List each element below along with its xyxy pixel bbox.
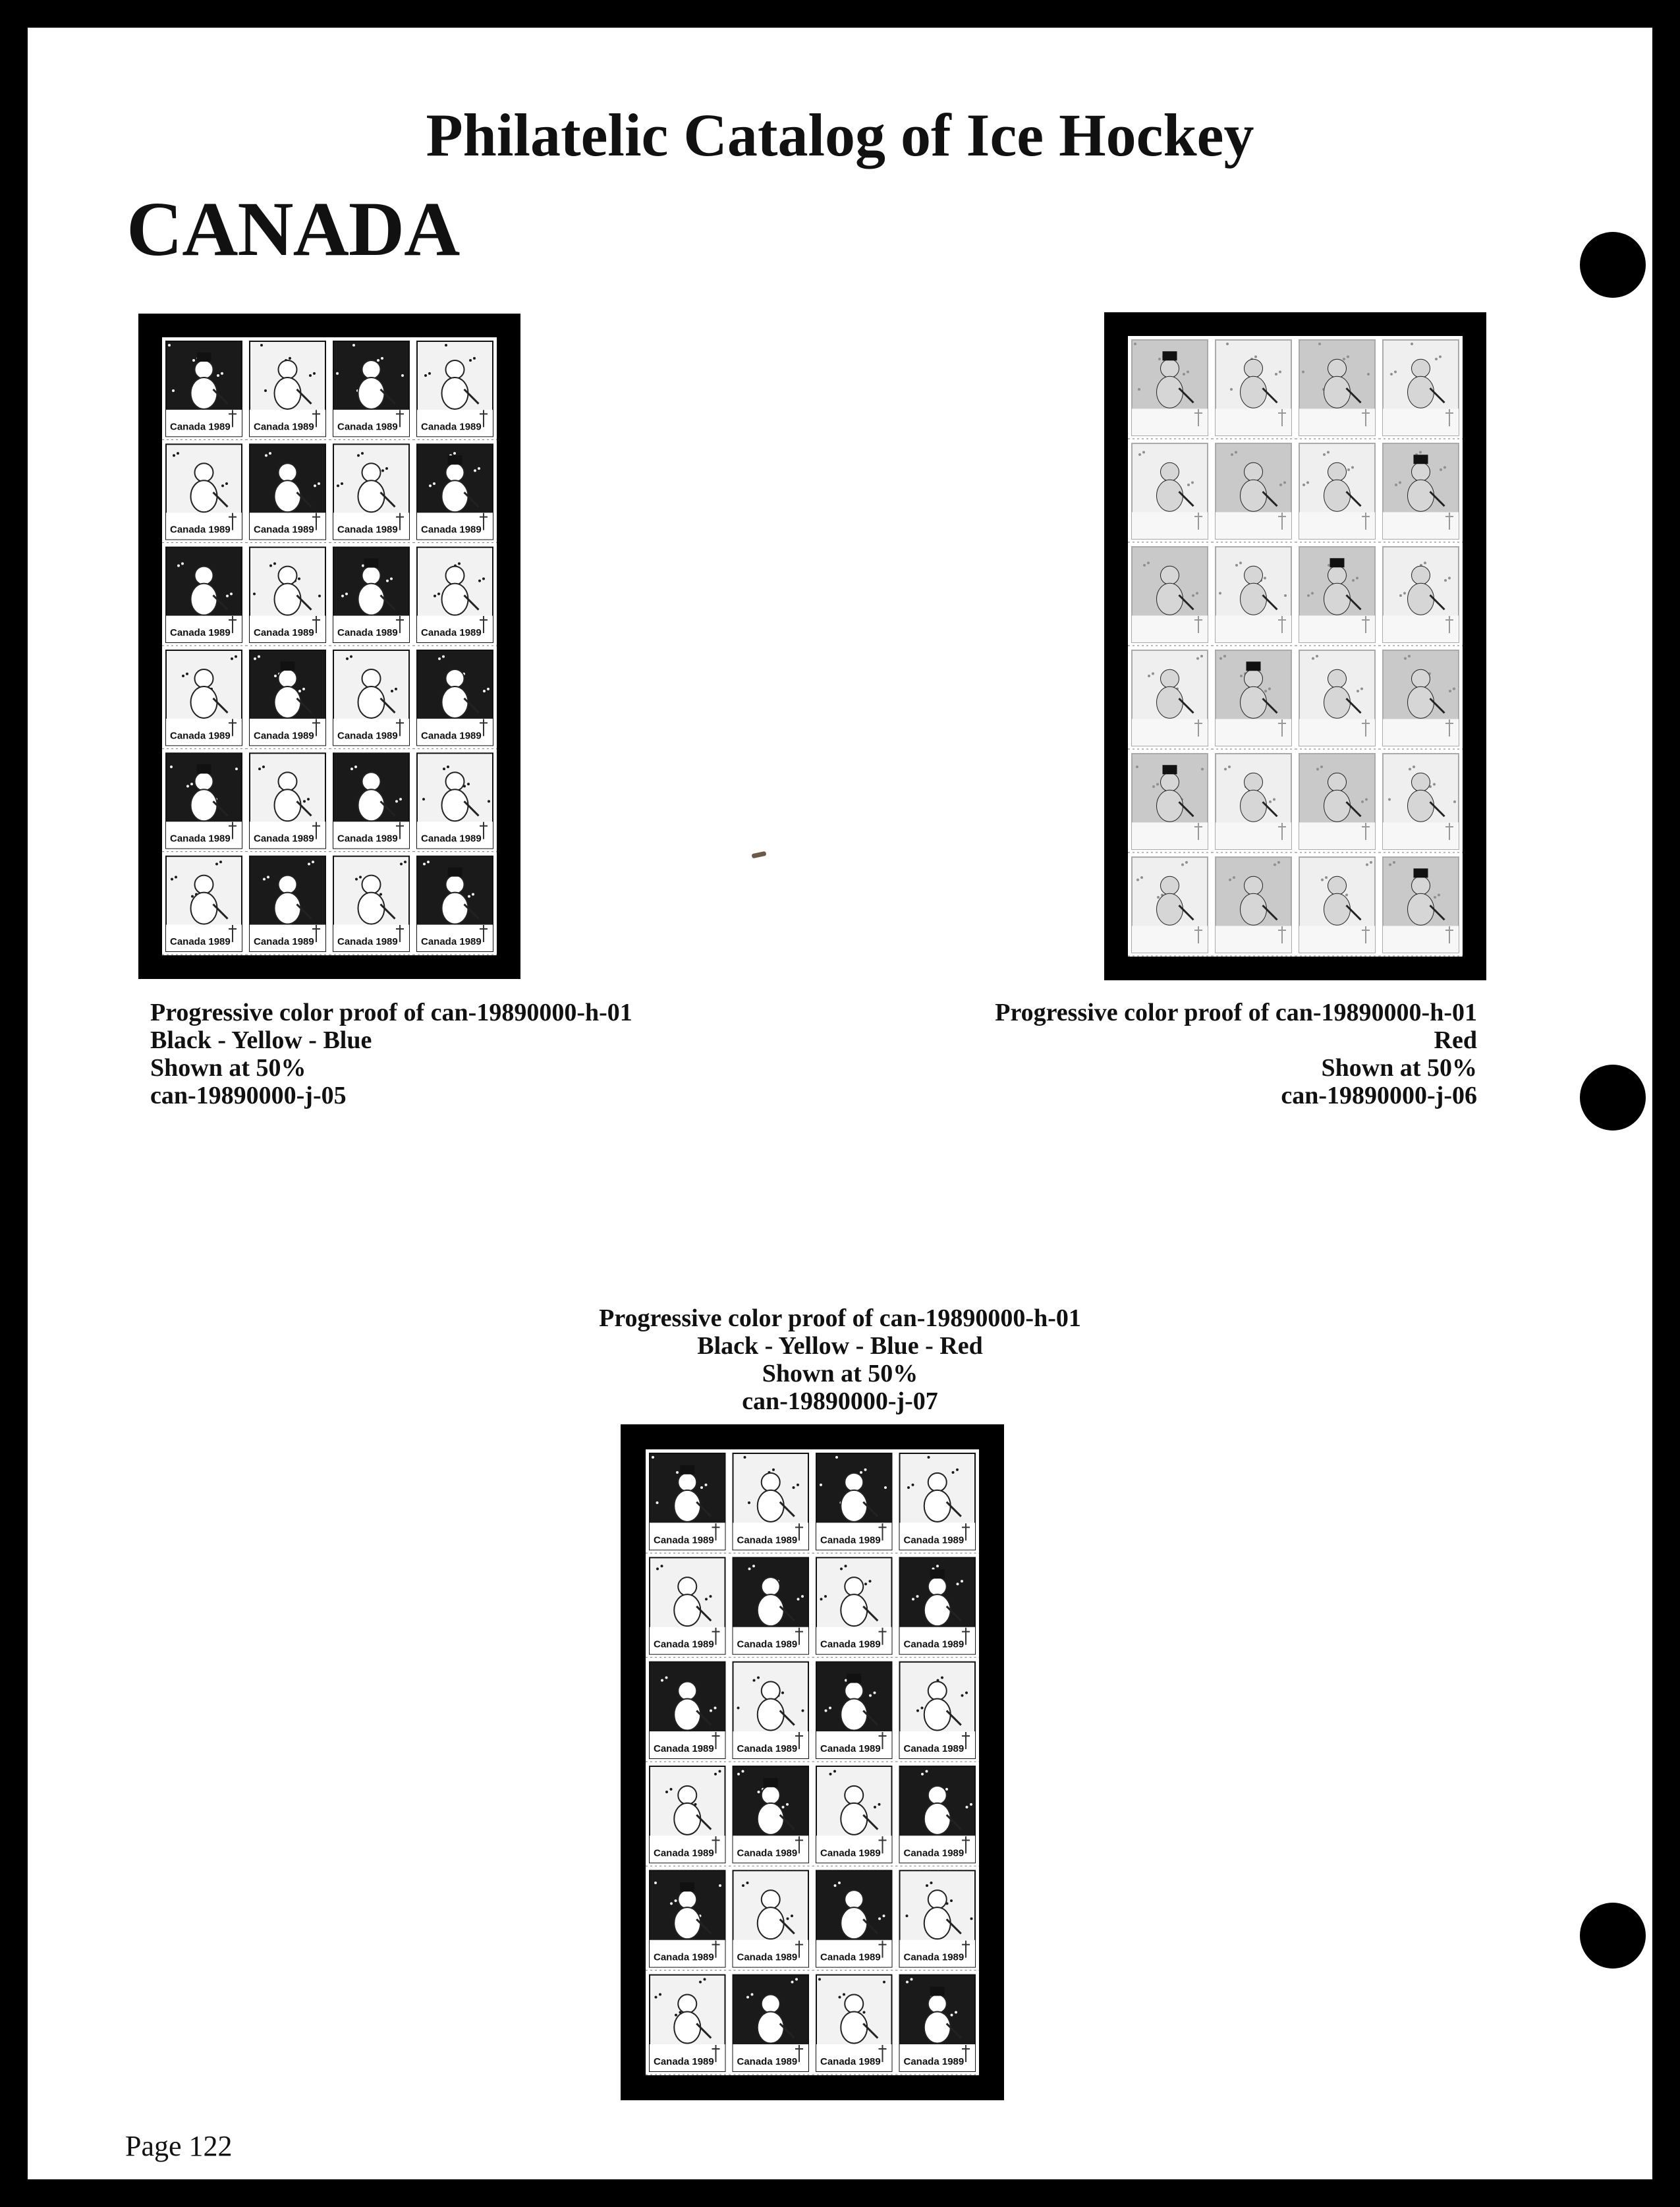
stamp	[896, 1453, 980, 1553]
stamp	[812, 1766, 896, 1866]
stamp-caption: Canada 1989	[654, 1743, 714, 1754]
stamp	[1295, 340, 1379, 439]
stamp	[246, 444, 329, 542]
stamp	[413, 444, 497, 542]
stamp	[1128, 547, 1212, 646]
stamp-caption: Canada 1989	[737, 1951, 798, 1963]
stamp-caption: Canada 1989	[737, 1743, 798, 1754]
stamp	[1212, 340, 1295, 439]
stamp-pane-image	[1128, 336, 1463, 957]
binder-hole	[1580, 232, 1646, 298]
stamp	[413, 650, 497, 748]
stamp-caption: Canada 1989	[903, 1534, 965, 1546]
caption-line: Progressive color proof of can-19890000-h-01	[599, 1304, 1081, 1332]
stamp-caption: Canada 1989	[421, 524, 482, 536]
stamp	[812, 1557, 896, 1657]
stamp	[896, 1766, 980, 1866]
stamp-caption: Canada 1989	[337, 833, 398, 845]
stamp	[896, 1557, 980, 1657]
stamp-caption: Canada 1989	[903, 1743, 965, 1754]
stamp	[1379, 547, 1463, 646]
stamp-caption: Canada 1989	[903, 2056, 965, 2067]
stamp-caption: Canada 1989	[737, 1847, 798, 1859]
stamp-caption: Canada 1989	[254, 421, 314, 433]
stamp-caption: Canada 1989	[337, 627, 398, 638]
stamp-caption: Canada 1989	[903, 1847, 965, 1859]
stamp	[329, 753, 413, 851]
stamp	[162, 753, 246, 851]
stamp	[162, 444, 246, 542]
stamp	[329, 856, 413, 955]
stamp	[646, 1766, 729, 1866]
stamp	[1379, 754, 1463, 852]
stamp	[1212, 857, 1295, 956]
stamp-caption: Canada 1989	[820, 2056, 881, 2067]
stamp-caption: Canada 1989	[254, 627, 314, 638]
stamp-caption: Canada 1989	[654, 1951, 714, 1963]
stamp-caption: Canada 1989	[737, 1534, 798, 1546]
binder-hole	[1580, 1065, 1646, 1131]
stamp	[1212, 547, 1295, 646]
stamp	[1295, 443, 1379, 542]
stamp	[1379, 443, 1463, 542]
stamp-caption: Canada 1989	[254, 524, 314, 536]
stamp	[729, 1766, 813, 1866]
stamp	[812, 1870, 896, 1970]
stamp	[329, 547, 413, 646]
stamp	[329, 341, 413, 439]
stamp	[1295, 754, 1379, 852]
stamp	[246, 856, 329, 955]
stamp-caption: Canada 1989	[337, 936, 398, 947]
caption-line: Progressive color proof of can-19890000-h-01	[995, 999, 1477, 1026]
proof-caption-2	[884, 999, 1477, 1109]
page-title: Philatelic Catalog of Ice Hockey	[426, 101, 1254, 169]
stamp-caption: Canada 1989	[170, 627, 231, 638]
proof-caption-1	[150, 999, 632, 1109]
stamp-caption: Canada 1989	[421, 627, 482, 638]
stamp-caption: Canada 1989	[654, 1847, 714, 1859]
stamp	[896, 1870, 980, 1970]
stamp	[646, 1975, 729, 2075]
stamp	[413, 856, 497, 955]
stamp-pane-image	[646, 1449, 979, 2075]
stamp-caption: Canada 1989	[737, 1638, 798, 1650]
stamp	[896, 1975, 980, 2075]
caption-line: Red	[1434, 1026, 1477, 1054]
stamp	[1379, 650, 1463, 749]
stamp-caption: Canada 1989	[170, 421, 231, 433]
stamp	[729, 1557, 813, 1657]
stamp-caption: Canada 1989	[820, 1847, 881, 1859]
stamp-caption: Canada 1989	[337, 524, 398, 536]
stamp	[1212, 754, 1295, 852]
stamp-caption: Canada 1989	[421, 730, 482, 742]
stamp	[1128, 443, 1212, 542]
stamp-caption: Canada 1989	[170, 833, 231, 845]
stamp-caption: Canada 1989	[654, 1534, 714, 1546]
stamp	[246, 547, 329, 646]
stamp-caption: Canada 1989	[654, 2056, 714, 2067]
caption-line: can-19890000-j-06	[1281, 1082, 1477, 1109]
proof-sheet-2	[1104, 312, 1486, 980]
stamp-caption: Canada 1989	[254, 730, 314, 742]
stamp	[1212, 443, 1295, 542]
stamp	[1212, 650, 1295, 749]
stamp-caption: Canada 1989	[421, 833, 482, 845]
stamp	[1128, 340, 1212, 439]
proof-sheet-3	[621, 1424, 1004, 2100]
stamp	[729, 1870, 813, 1970]
stamp	[413, 547, 497, 646]
stamp	[1128, 857, 1212, 956]
stamp-caption: Canada 1989	[903, 1638, 965, 1650]
stamp	[1379, 340, 1463, 439]
stamp-caption: Canada 1989	[737, 2056, 798, 2067]
stamp-caption: Canada 1989	[254, 833, 314, 845]
stamp-pane-image	[162, 337, 497, 955]
stamp-caption: Canada 1989	[337, 421, 398, 433]
stamp	[246, 650, 329, 748]
caption-line: can-19890000-j-05	[150, 1082, 347, 1109]
proof-caption-3	[478, 1304, 1202, 1415]
stamp-caption: Canada 1989	[170, 730, 231, 742]
stamp-caption: Canada 1989	[820, 1638, 881, 1650]
stamp-caption: Canada 1989	[820, 1951, 881, 1963]
stamp	[1128, 754, 1212, 852]
stamp	[246, 753, 329, 851]
stamp	[329, 650, 413, 748]
stamp	[1295, 857, 1379, 956]
stamp	[812, 1662, 896, 1762]
stamp	[1295, 547, 1379, 646]
stamp	[162, 341, 246, 439]
stamp	[812, 1453, 896, 1553]
stamp	[646, 1662, 729, 1762]
stamp	[413, 341, 497, 439]
caption-line: Black - Yellow - Blue	[150, 1026, 372, 1054]
caption-line: can-19890000-j-07	[742, 1387, 938, 1415]
stamp	[646, 1453, 729, 1553]
stamp-caption: Canada 1989	[903, 1951, 965, 1963]
stamp-caption: Canada 1989	[421, 936, 482, 947]
caption-line: Shown at 50%	[762, 1360, 918, 1387]
stamp	[729, 1975, 813, 2075]
stamp-caption: Canada 1989	[820, 1534, 881, 1546]
stamp-caption: Canada 1989	[170, 936, 231, 947]
stamp-caption: Canada 1989	[254, 936, 314, 947]
country-heading: CANADA	[126, 186, 460, 272]
stamp	[729, 1453, 813, 1553]
stamp	[329, 444, 413, 542]
stamp	[246, 341, 329, 439]
stamp	[812, 1975, 896, 2075]
stamp	[413, 753, 497, 851]
stamp	[1379, 857, 1463, 956]
caption-line: Black - Yellow - Blue - Red	[697, 1332, 983, 1360]
stamp	[646, 1870, 729, 1970]
stamp-caption: Canada 1989	[421, 421, 482, 433]
stamp-caption: Canada 1989	[337, 730, 398, 742]
stamp-caption: Canada 1989	[170, 524, 231, 536]
stamp	[162, 547, 246, 646]
stamp	[162, 650, 246, 748]
stamp	[162, 856, 246, 955]
stamp	[646, 1557, 729, 1657]
proof-sheet-1	[138, 314, 520, 979]
stamp	[1295, 650, 1379, 749]
stamp	[896, 1662, 980, 1762]
caption-line: Progressive color proof of can-19890000-h-01	[150, 999, 632, 1026]
stamp	[1128, 650, 1212, 749]
stamp-caption: Canada 1989	[654, 1638, 714, 1650]
caption-line: Shown at 50%	[1321, 1054, 1477, 1082]
binder-hole	[1580, 1903, 1646, 1969]
caption-line: Shown at 50%	[150, 1054, 306, 1082]
paper-speck	[752, 851, 767, 858]
stamp-caption: Canada 1989	[820, 1743, 881, 1754]
page-number: Page 122	[125, 2130, 233, 2162]
stamp	[729, 1662, 813, 1762]
catalog-page	[28, 28, 1652, 2179]
